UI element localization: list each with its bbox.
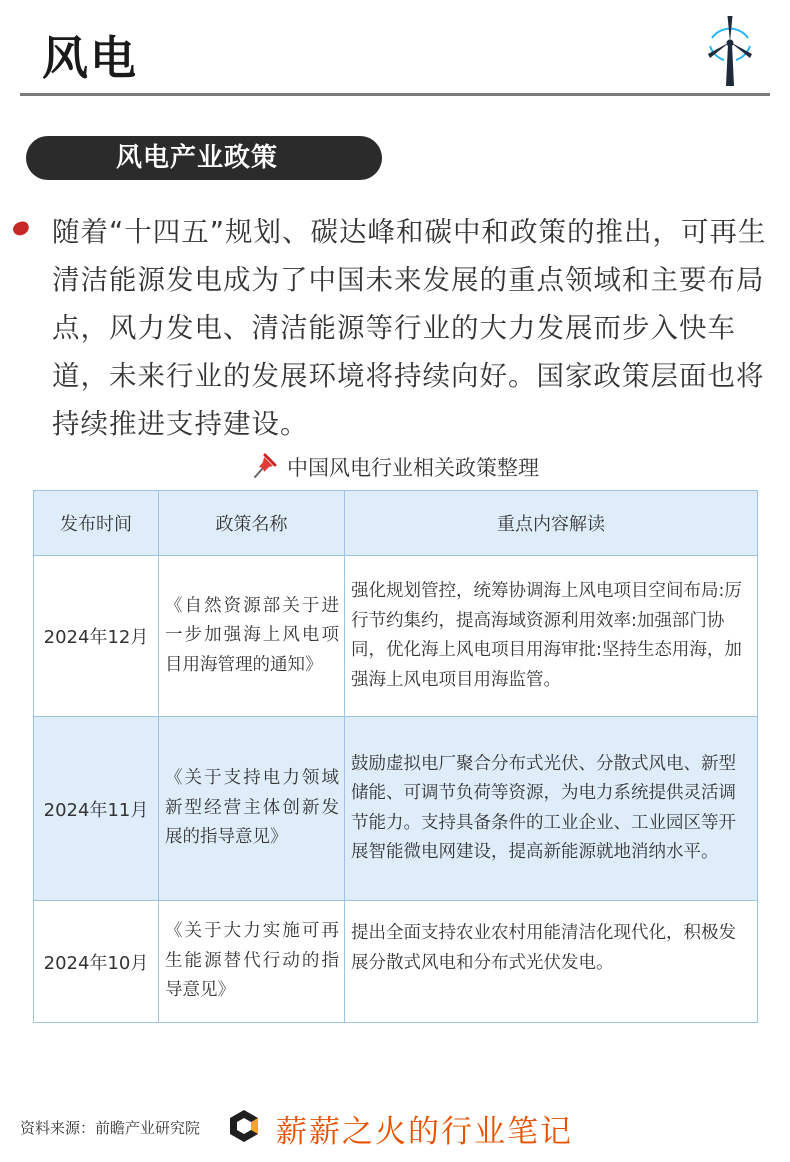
table-caption-text: 中国风电行业相关政策整理 (287, 456, 539, 480)
policy-content: 鼓励虚拟电厂聚合分布式光伏、分散式风电、新型储能、可调节负荷等资源，为电力系统提供灵活调节能力。支持具备条件的工业企业、工业园区等开展智能微电网建设，提高新能源就地消纳水平。 (345, 717, 758, 901)
wind-turbine-icon (700, 12, 760, 88)
brand-name: 薪薪之火的行业笔记 (276, 1114, 573, 1150)
policy-date: 2024年12月 (34, 556, 159, 717)
intro-paragraph: 随着“十四五”规划、碳达峰和碳中和政策的推出，可再生清洁能源发电成为了中国未来发展的重点领域和主要布局点，风力发电、清洁能源等行业的大力发展而步入快车道，未来行业的发展环境将持续向好。国家政策层面也将持续推进支持建设。 (52, 216, 767, 440)
pushpin-icon (251, 453, 277, 479)
section-label: 风电产业政策 (26, 136, 382, 180)
policy-name: 《自然资源部关于进一步加强海上风电项目用海管理的通知》 (159, 556, 345, 717)
table-row (34, 556, 758, 717)
table-caption (0, 452, 790, 482)
table-row (34, 901, 758, 1023)
policy-name: 《关于大力实施可再生能源替代行动的指导意见》 (159, 901, 345, 1023)
column-header-content: 重点内容解读 (345, 491, 758, 556)
table-row (34, 717, 758, 901)
policy-content: 强化规划管控，统筹协调海上风电项目空间布局:厉行节约集约，提高海域资源利用效率:加强部门协同，优化海上风电项目用海审批:坚持生态用海，加强海上风电项目用海监管。 (345, 556, 758, 717)
brand-logo-icon (226, 1108, 262, 1144)
page-title: 风电 (42, 31, 138, 85)
table-header-row (34, 491, 758, 556)
column-header-name: 政策名称 (159, 491, 345, 556)
policy-content: 提出全面支持农业农村用能清洁化现代化，积极发展分散式风电和分布式光伏发电。 (345, 901, 758, 1023)
policy-date: 2024年11月 (34, 717, 159, 901)
bullet-dot-icon (11, 220, 30, 238)
policy-table (33, 490, 758, 1023)
policy-date: 2024年10月 (34, 901, 159, 1023)
header-divider (20, 93, 770, 96)
policy-name: 《关于支持电力领域新型经营主体创新发展的指导意见》 (159, 717, 345, 901)
data-source: 资料来源：前瞻产业研究院 (20, 1119, 201, 1137)
column-header-date: 发布时间 (34, 491, 159, 556)
